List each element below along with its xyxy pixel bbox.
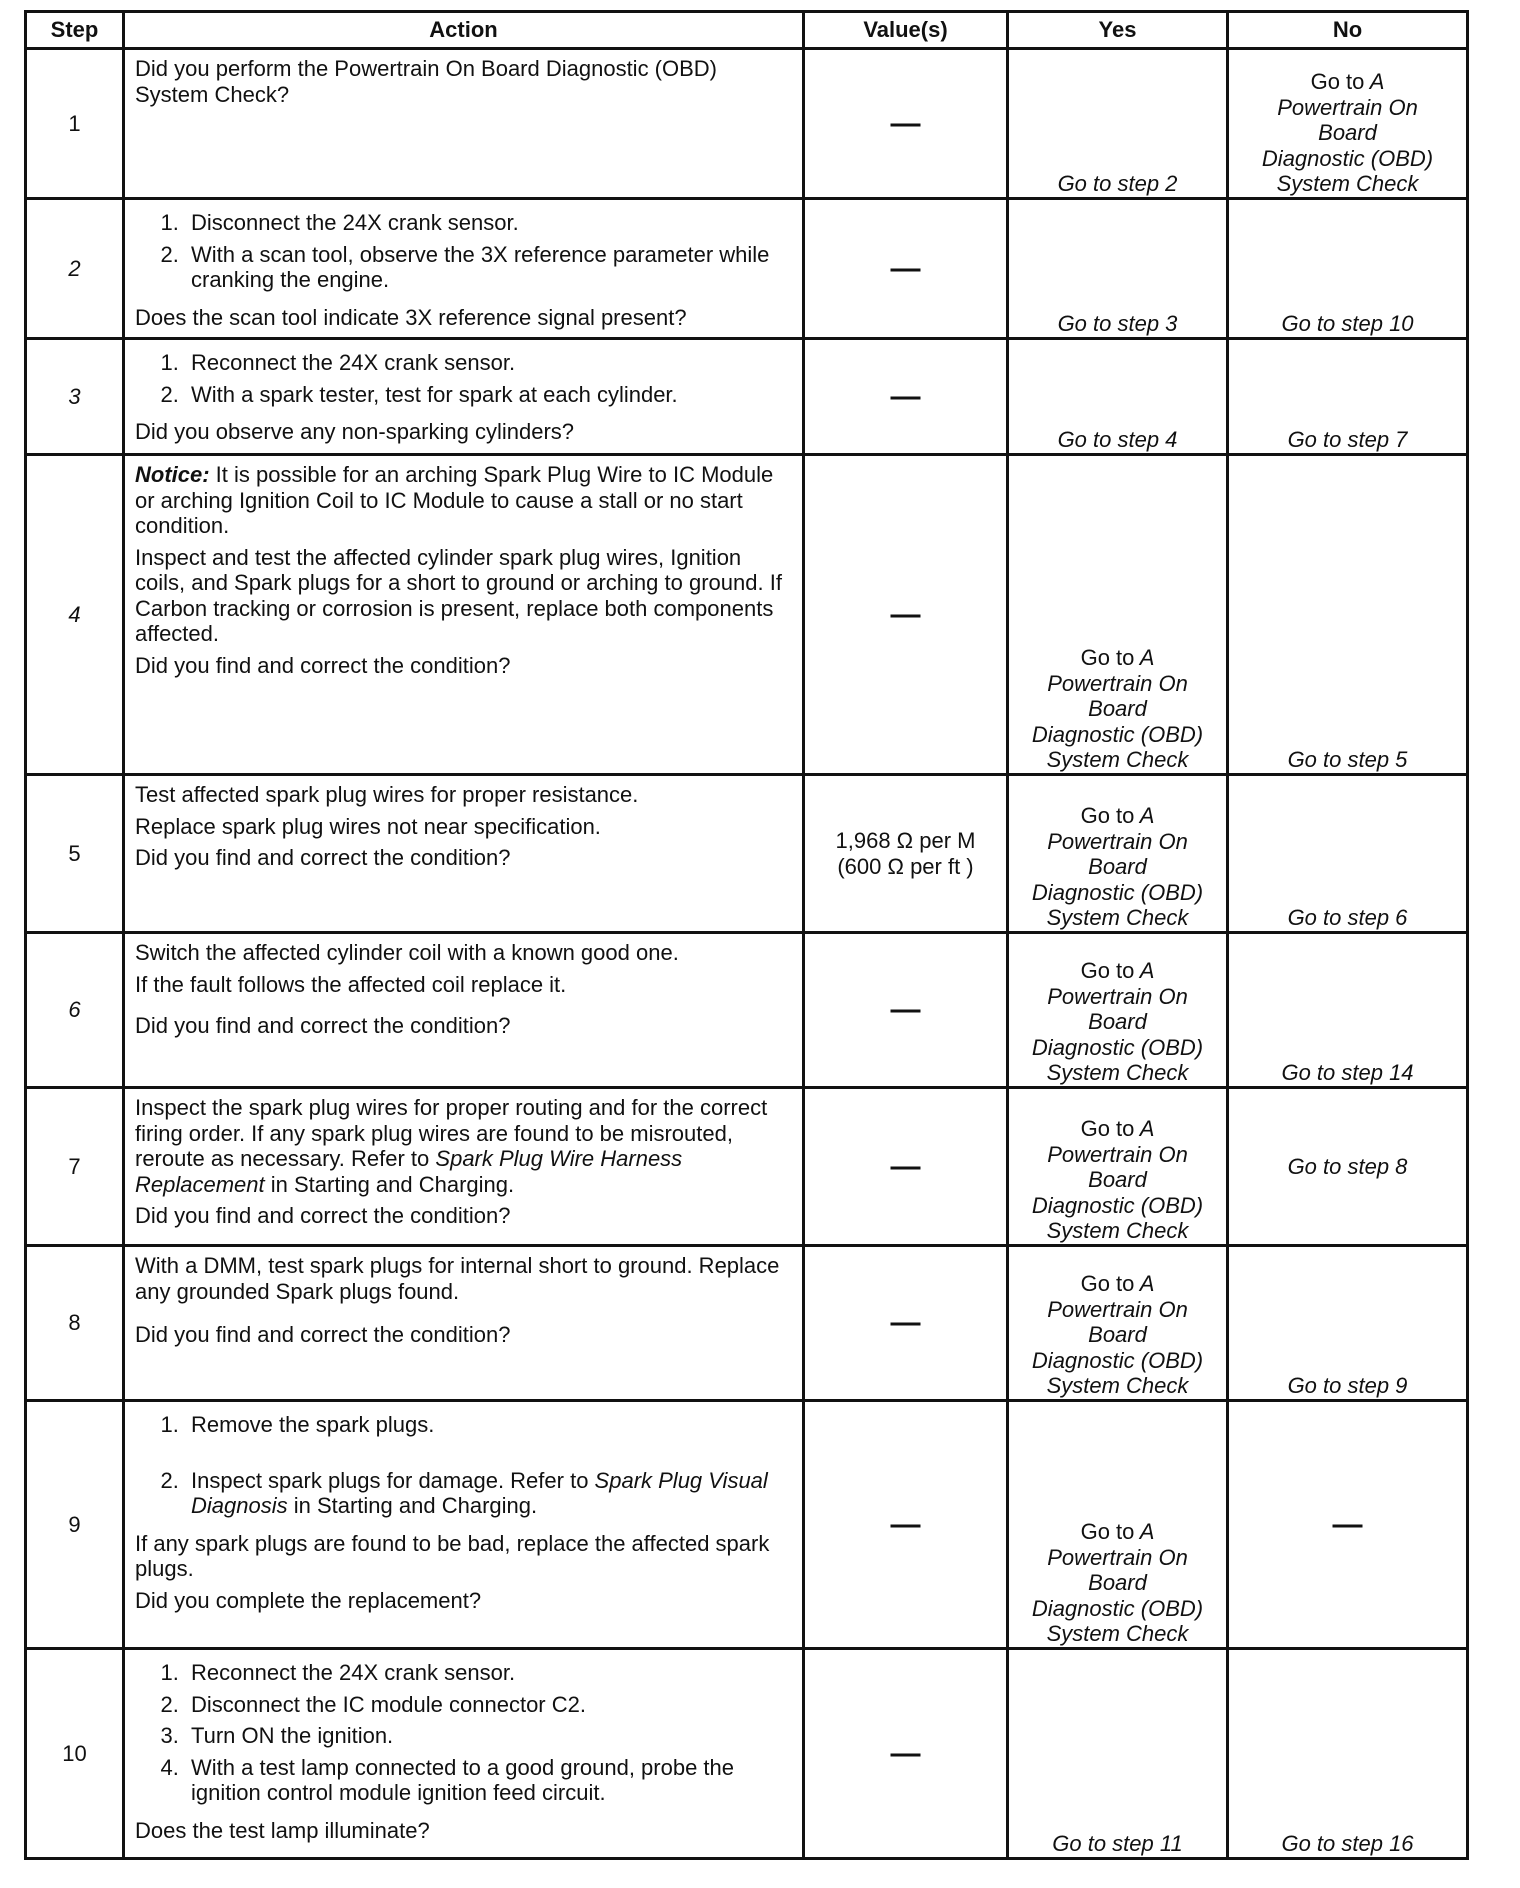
action-text: If the fault follows the affected coil replace it. [135,971,567,997]
yes-cell: Go to step 3 [1008,199,1228,339]
action-text: Inspect and test the affected cylinder spark plug wires, Ignition coils, and Spark plugs for a short to ground or arching to ground. If Carbon tracking or corrosion is present, replace both components affected. [135,544,782,647]
yes-cell [1008,455,1228,775]
action-question: Did you observe any non-sparking cylinders? [135,419,575,445]
no-cell [1228,1401,1468,1649]
action-item: 1. Disconnect the 24X crank sensor. [185,210,792,236]
yes-cell: Go to step 2 [1008,49,1228,199]
goto-obd-check: Go to A Powertrain On Board Diagnostic (OBD) System Check [1031,1519,1204,1647]
action-cell [124,933,804,1088]
action-cell [124,1401,804,1649]
reference-link: Spark Plug Wire Harness Replacement [135,1146,683,1197]
resistance-value-ft: (600 Ω per ft ) [837,853,974,879]
action-cell [124,1649,804,1859]
yes-cell [1008,1246,1228,1401]
empty-dash: — [890,1736,921,1770]
step-number: 2 [26,199,124,339]
value-cell [804,1088,1008,1246]
step-number: 9 [26,1401,124,1649]
action-text: Switch the affected cylinder coil with a known good one. [135,940,679,965]
yes-cell: Go to step 11 [1008,1649,1228,1859]
action-text: Test affected spark plug wires for proper resistance. [135,782,639,807]
step-number: 8 [26,1246,124,1401]
action-question: Did you perform the Powertrain On Board Diagnostic (OBD) System Check? [135,56,718,107]
no-cell: Go to step 10 [1228,199,1468,339]
header-action: Action [124,12,804,49]
table-row-step-9 [26,1401,1468,1649]
table-row-step-7 [26,1088,1468,1246]
action-item: 1. Remove the spark plugs. [185,1412,792,1438]
empty-dash: — [890,1306,921,1339]
empty-dash: — [1332,1507,1363,1541]
yes-cell [1008,933,1228,1088]
action-text: Inspect the spark plug wires for proper routing and for the correct firing order. If any spark plug wires are found to be misrouted, reroute as necessary. Refer to Spark Plug Wire Harness Replacement in Starting and Charging. [135,1095,768,1197]
empty-dash: — [890,106,921,140]
table-row-step-6 [26,933,1468,1088]
yes-cell [1008,1401,1228,1649]
value-cell [804,1649,1008,1859]
table-row-step-8 [26,1246,1468,1401]
no-cell: Go to step 5 [1228,455,1468,775]
action-question: Does the test lamp illuminate? [135,1817,430,1843]
yes-cell: Go to step 4 [1008,339,1228,455]
action-item: 2. Inspect spark plugs for damage. Refer to Spark Plug Visual Diagnosis in Starting and Charging. [185,1468,792,1519]
table-row-step-10 [26,1649,1468,1859]
value-cell [804,1246,1008,1401]
no-cell: Go to step 14 [1228,933,1468,1088]
diagnostic-table [24,10,1469,1860]
empty-dash: — [890,597,921,631]
step-number: 10 [26,1649,124,1859]
action-cell [124,49,804,199]
action-item: 1. Reconnect the 24X crank sensor. [185,1660,792,1686]
goto-obd-check: Go to A Powertrain On Board Diagnostic (OBD) System Check [1031,1271,1204,1399]
table-row-step-3 [26,339,1468,455]
goto-obd-check: Go to A Powertrain On Board Diagnostic (OBD) System Check [1031,958,1204,1086]
table-row-step-2 [26,199,1468,339]
value-cell [804,775,1008,933]
value-cell [804,49,1008,199]
step-number: 6 [26,933,124,1088]
value-cell [804,339,1008,455]
notice-text: It is possible for an arching Spark Plug Wire to IC Module or arching Ignition Coil to IC Module to cause a stall or no start condition. [135,462,774,539]
action-question: Did you find and correct the condition? [135,1203,511,1229]
action-text: If any spark plugs are found to be bad, replace the affected spark plugs. [135,1530,770,1582]
header-yes: Yes [1008,12,1228,49]
goto-obd-check: Go to A Powertrain On Board Diagnostic (OBD) System Check [1031,803,1204,931]
header-step: Step [26,12,124,49]
action-question: Did you complete the replacement? [135,1587,482,1613]
header-values: Value(s) [804,12,1008,49]
action-cell [124,1088,804,1246]
header-row [26,12,1468,49]
goto-obd-check: Go to A Powertrain On Board Diagnostic (OBD) System Check [1031,645,1204,773]
step-number: 1 [26,49,124,199]
no-cell: Go to step 8 [1228,1088,1468,1246]
empty-dash: — [890,379,921,413]
yes-cell [1008,775,1228,933]
no-cell: Go to step 9 [1228,1246,1468,1401]
reference-link: Spark Plug Visual Diagnosis [191,1467,768,1519]
value-cell [804,455,1008,775]
action-question: Did you find and correct the condition? [135,1322,511,1348]
action-question: Did you find and correct the condition? [135,1013,511,1039]
value-cell [804,199,1008,339]
action-question: Did you find and correct the condition? [135,652,511,678]
empty-dash: — [890,1507,921,1541]
table-row-step-1 [26,49,1468,199]
action-item: 1. Reconnect the 24X crank sensor. [185,350,792,376]
value-cell [804,933,1008,1088]
no-cell: Go to step 6 [1228,775,1468,933]
empty-dash: — [890,251,921,285]
step-number: 7 [26,1088,124,1246]
notice-paragraph [135,462,792,539]
action-cell [124,199,804,339]
no-cell: Go to step 7 [1228,339,1468,455]
action-item: 3. Turn ON the ignition. [185,1723,792,1749]
action-text: With a DMM, test spark plugs for internal short to ground. Replace any grounded Spark plugs found. [135,1253,780,1304]
yes-cell [1008,1088,1228,1246]
action-cell [124,455,804,775]
action-cell [124,339,804,455]
action-item: 2. With a spark tester, test for spark at each cylinder. [185,382,792,408]
value-cell [804,1401,1008,1649]
goto-obd-check: Go to A Powertrain On Board Diagnostic (OBD) System Check [1261,69,1434,197]
step-number: 3 [26,339,124,455]
goto-obd-check: Go to A Powertrain On Board Diagnostic (OBD) System Check [1031,1116,1204,1244]
table-row-step-5 [26,775,1468,933]
header-no: No [1228,12,1468,49]
action-cell [124,775,804,933]
action-question: Did you find and correct the condition? [135,845,511,871]
empty-dash: — [890,993,921,1026]
empty-dash: — [890,1149,921,1183]
action-item: 2. Disconnect the IC module connector C2. [185,1692,792,1718]
action-question: Does the scan tool indicate 3X reference signal present? [135,304,687,330]
action-cell [124,1246,804,1401]
resistance-value: 1,968 Ω per M [835,827,976,853]
notice-label: Notice: [135,462,210,487]
no-cell: Go to step 16 [1228,1649,1468,1859]
action-item: 2. With a scan tool, observe the 3X reference parameter while cranking the engine. [185,242,792,293]
action-item: 4. With a test lamp connected to a good ground, probe the ignition control module ignition feed circuit. [185,1755,792,1806]
step-number: 4 [26,455,124,775]
no-cell [1228,49,1468,199]
action-text: Replace spark plug wires not near specification. [135,813,601,839]
table-row-step-4 [26,455,1468,775]
step-number: 5 [26,775,124,933]
